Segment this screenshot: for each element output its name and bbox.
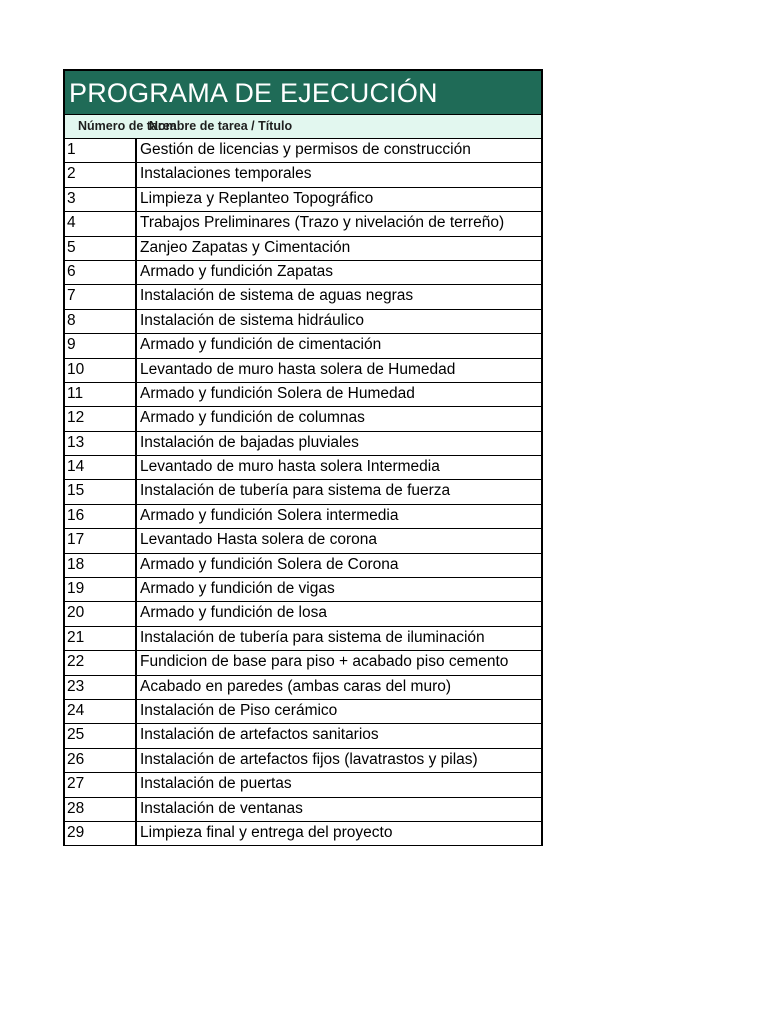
table-row: [65, 627, 541, 651]
task-name-cell[interactable]: Armado y fundición de losa: [140, 604, 327, 622]
task-number-cell[interactable]: 29: [65, 822, 137, 845]
task-number-cell[interactable]: 11: [65, 383, 137, 406]
table-row: [65, 139, 541, 163]
task-name-cell[interactable]: Armado y fundición de columnas: [140, 409, 365, 427]
task-name-cell[interactable]: Armado y fundición de cimentación: [140, 336, 382, 354]
table-row: [65, 212, 541, 236]
column-header-number[interactable]: Número de tarea: [78, 119, 177, 133]
table-row: [65, 505, 541, 529]
task-name-cell[interactable]: Limpieza final y entrega del proyecto: [140, 823, 393, 841]
column-header-row: [65, 115, 541, 139]
task-name-cell[interactable]: Instalaciones temporales: [140, 165, 312, 183]
task-number-cell[interactable]: 28: [65, 798, 137, 821]
task-number-cell[interactable]: 1: [65, 139, 137, 162]
task-name-cell[interactable]: Instalación de artefactos sanitarios: [140, 726, 379, 744]
task-number-cell[interactable]: 4: [65, 212, 137, 235]
table-row: [65, 407, 541, 431]
task-name-cell[interactable]: Instalación de tubería para sistema de fuerza: [140, 482, 451, 500]
table-row: [65, 798, 541, 822]
table-row: [65, 700, 541, 724]
task-name-cell[interactable]: Instalación de Piso cerámico: [140, 701, 338, 719]
task-number-cell[interactable]: 18: [65, 554, 137, 577]
task-number-cell[interactable]: 12: [65, 407, 137, 430]
task-number-cell[interactable]: 10: [65, 359, 137, 382]
task-number-cell[interactable]: 26: [65, 749, 137, 772]
task-number-cell[interactable]: 17: [65, 529, 137, 552]
table-row: [65, 310, 541, 334]
task-number-cell[interactable]: 20: [65, 602, 137, 625]
task-number-cell[interactable]: 24: [65, 700, 137, 723]
task-name-cell[interactable]: Gestión de licencias y permisos de construcción: [140, 141, 471, 158]
table-row: [65, 188, 541, 212]
task-table: [63, 69, 543, 846]
table-row: [65, 334, 541, 358]
table-row: [65, 676, 541, 700]
task-number-cell[interactable]: 15: [65, 480, 137, 503]
table-row: [65, 163, 541, 187]
task-number-cell[interactable]: 19: [65, 578, 137, 601]
table-row: [65, 529, 541, 553]
table-row: [65, 724, 541, 748]
task-name-cell[interactable]: Levantado de muro hasta solera de Humedad: [140, 360, 456, 378]
task-number-cell[interactable]: 23: [65, 676, 137, 699]
task-name-cell[interactable]: Instalación de tubería para sistema de iluminación: [140, 628, 485, 646]
task-number-cell[interactable]: 13: [65, 432, 137, 455]
sheet-title: PROGRAMA DE EJECUCIÓN: [65, 71, 541, 115]
task-number-cell[interactable]: 7: [65, 285, 137, 308]
table-row: [65, 602, 541, 626]
table-row: [65, 773, 541, 797]
task-number-cell[interactable]: 27: [65, 773, 137, 796]
task-number-cell[interactable]: 9: [65, 334, 137, 357]
table-row: [65, 383, 541, 407]
task-number-cell[interactable]: 22: [65, 651, 137, 674]
task-name-cell[interactable]: Armado y fundición de vigas: [140, 580, 335, 598]
table-row: [65, 651, 541, 675]
task-number-cell[interactable]: 2: [65, 163, 137, 186]
task-name-cell[interactable]: Limpieza y Replanteo Topográfico: [140, 189, 374, 207]
task-name-cell[interactable]: Instalación de sistema hidráulico: [140, 311, 365, 329]
table-row: [65, 554, 541, 578]
task-name-cell[interactable]: Armado y fundición Solera intermedia: [140, 506, 399, 524]
task-name-cell[interactable]: Instalación de bajadas pluviales: [140, 433, 359, 451]
table-row: [65, 359, 541, 383]
task-name-cell[interactable]: Instalación de sistema de aguas negras: [140, 287, 414, 305]
task-name-cell[interactable]: Trabajos Preliminares (Trazo y nivelación de terreño): [140, 214, 505, 232]
task-name-cell[interactable]: Instalación de ventanas: [140, 799, 303, 817]
table-row: [65, 749, 541, 773]
table-row: [65, 578, 541, 602]
column-header-name[interactable]: Nombre de tarea / Título: [149, 119, 293, 133]
task-name-cell[interactable]: Levantado Hasta solera de corona: [140, 531, 377, 549]
task-number-cell[interactable]: 3: [65, 188, 137, 211]
table-row: [65, 237, 541, 261]
table-row: [65, 432, 541, 456]
task-name-cell[interactable]: Armado y fundición Solera de Humedad: [140, 384, 415, 402]
table-row: [65, 822, 541, 846]
task-number-cell[interactable]: 6: [65, 261, 137, 284]
task-name-cell[interactable]: Armado y fundición Solera de Corona: [140, 555, 399, 573]
task-number-cell[interactable]: 8: [65, 310, 137, 333]
task-name-cell[interactable]: Levantado de muro hasta solera Intermedia: [140, 458, 440, 476]
table-row: [65, 456, 541, 480]
task-number-cell[interactable]: 16: [65, 505, 137, 528]
task-name-cell[interactable]: Armado y fundición Zapatas: [140, 262, 333, 280]
task-name-cell[interactable]: Instalación de artefactos fijos (lavatrastos y pilas): [140, 750, 478, 768]
task-number-cell[interactable]: 5: [65, 237, 137, 260]
task-name-cell[interactable]: Instalación de puertas: [140, 775, 292, 793]
task-rows: [65, 139, 541, 846]
task-number-cell[interactable]: 14: [65, 456, 137, 479]
task-name-cell[interactable]: Zanjeo Zapatas y Cimentación: [140, 238, 351, 256]
table-row: [65, 480, 541, 504]
task-name-cell[interactable]: Fundicion de base para piso + acabado piso cemento: [140, 653, 509, 671]
task-name-cell[interactable]: Acabado en paredes (ambas caras del muro): [140, 677, 452, 695]
table-row: [65, 261, 541, 285]
table-row: [65, 285, 541, 309]
task-number-cell[interactable]: 21: [65, 627, 137, 650]
task-number-cell[interactable]: 25: [65, 724, 137, 747]
